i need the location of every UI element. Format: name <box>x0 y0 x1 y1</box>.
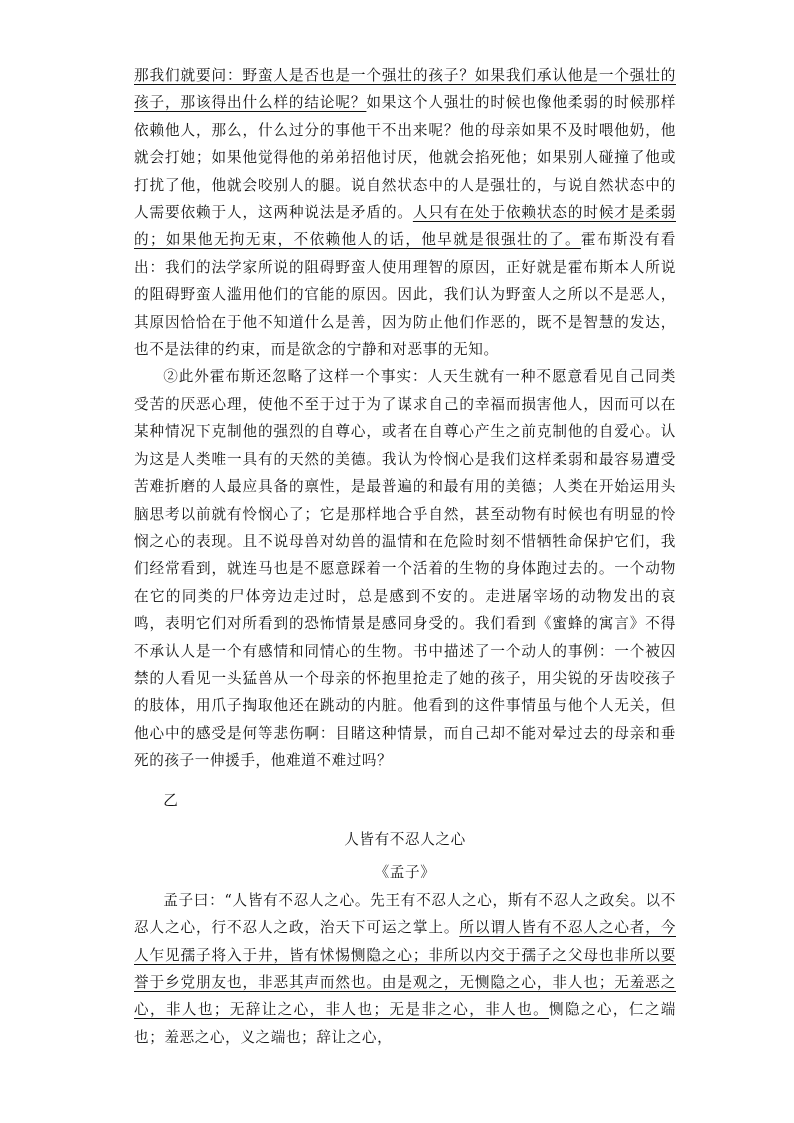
passage-yi-title: 人皆有不忍人之心 <box>344 830 466 848</box>
underlined-sentence: 人只有在处于依赖状态的时候才是柔弱的；如果他无拘无束，不依赖他人的话，他早就是很强壮的了。 <box>134 204 676 249</box>
underlined-sentence: 所以谓人皆有不忍人之心者，今人乍见孺子将入于井，皆有怵惕恻隐之心；非所以内交于孺子之父母也非所以要誉于乡党朋友也，非恶其声而然也。由是观之，无恻隐之心，非人也；无羞恶之心，非人也；无辞让之心，非人也；无是非之心，非人也。 <box>134 919 676 1019</box>
passage-jia-paragraph-1 <box>134 62 676 363</box>
text-segment: 如果这个人强壮的时候也像他柔弱的时候那样依赖他人，那么，什么过分的事他干不出来呢？他的母亲如果不及时喂他奶，他就会打她；如果他觉得他的弟弟招他讨厌，他就会掐死他；如果别人碰撞了他或打扰了他，他就会咬别人的腿。说自然状态中的人是强壮的，与说自然状态中的人需要依赖于人，这两种说法是矛盾的。 <box>134 94 676 222</box>
passage-jia-paragraph-2: ②此外霍布斯还忽略了这样一个事实：人天生就有一种不愿意看见自己同类受苦的厌恶心理，使他不至于过于为了谋求自己的幸福而损害他人，因而可以在某种情况下克制他的强烈的自尊心，或者在自尊心产生之前克制他的自爱心。认为这是人类唯一具有的天然的美德。我认为怜悯心是我们这样柔弱和最容易遭受苦难折磨的人最应具备的禀性，是最普遍的和最有用的美德；人类在开始运用头脑思考以前就有怜悯心了；它是那样地合乎自然，甚至动物有时候也有明显的怜悯之心的表现。且不说母兽对幼兽的温情和在危险时刻不惜牺牲命保护它们，我们经常看到，就连马也是不愿意踩着一个活着的生物的身体跑过去的。一个动物在它的同类的尸体旁边走过时，总是感到不安的。走进屠宰场的动物发出的哀鸣，表明它们对所看到的恐怖情景是感同身受的。我们看到《蜜蜂的寓言》不得不承认人是一个有感情和同情心的生物。书中描述了一个动人的事例：一个被囚禁的人看见一头猛兽从一个母亲的怀抱里抢走了她的孩子，用尖锐的牙齿咬孩子的肢体，用爪子掏取他还在跳动的内脏。他看到的这件事情虽与他个人无关，但他心中的感受是何等悲伤啊：目睹这种情景，而自己却不能对晕过去的母亲和垂死的孩子一伸援手，他难道不难过吗？ <box>134 368 676 770</box>
section-label-yi: 乙 <box>163 791 179 809</box>
text-segment: 孟子曰：“人皆有不忍人之心。先王有不忍人之心，斯有不忍人之政矣。以不忍人之心，行不忍人之政，治天下可运之掌上。 <box>134 891 676 937</box>
passage-yi-paragraph-1 <box>134 887 676 1051</box>
underlined-sentence: 那我们就要问：野蛮人是否也是一个强壮的孩子？如果我们承认他是一个强壮的孩子，那该得出什么样的结论呢？ <box>134 67 676 112</box>
text-segment: 霍布斯没有看出：我们的法学家所说的阻碍野蛮人使用理智的原因，正好就是霍布斯本人所说的阻碍野蛮人滥用他们的官能的原因。因此，我们认为野蛮人之所以不是恶人，其原因恰恰在于他不知道什么是善，因为防止他们作恶的，既不是智慧的发达，也不是法律的约束，而是欲念的宁静和对恶事的无知。 <box>134 231 676 359</box>
text-segment: 恻隐之心，仁之端也；羞恶之心，义之端也；辞让之心， <box>134 1001 676 1046</box>
passage-yi-source: 《孟子》 <box>374 864 436 882</box>
